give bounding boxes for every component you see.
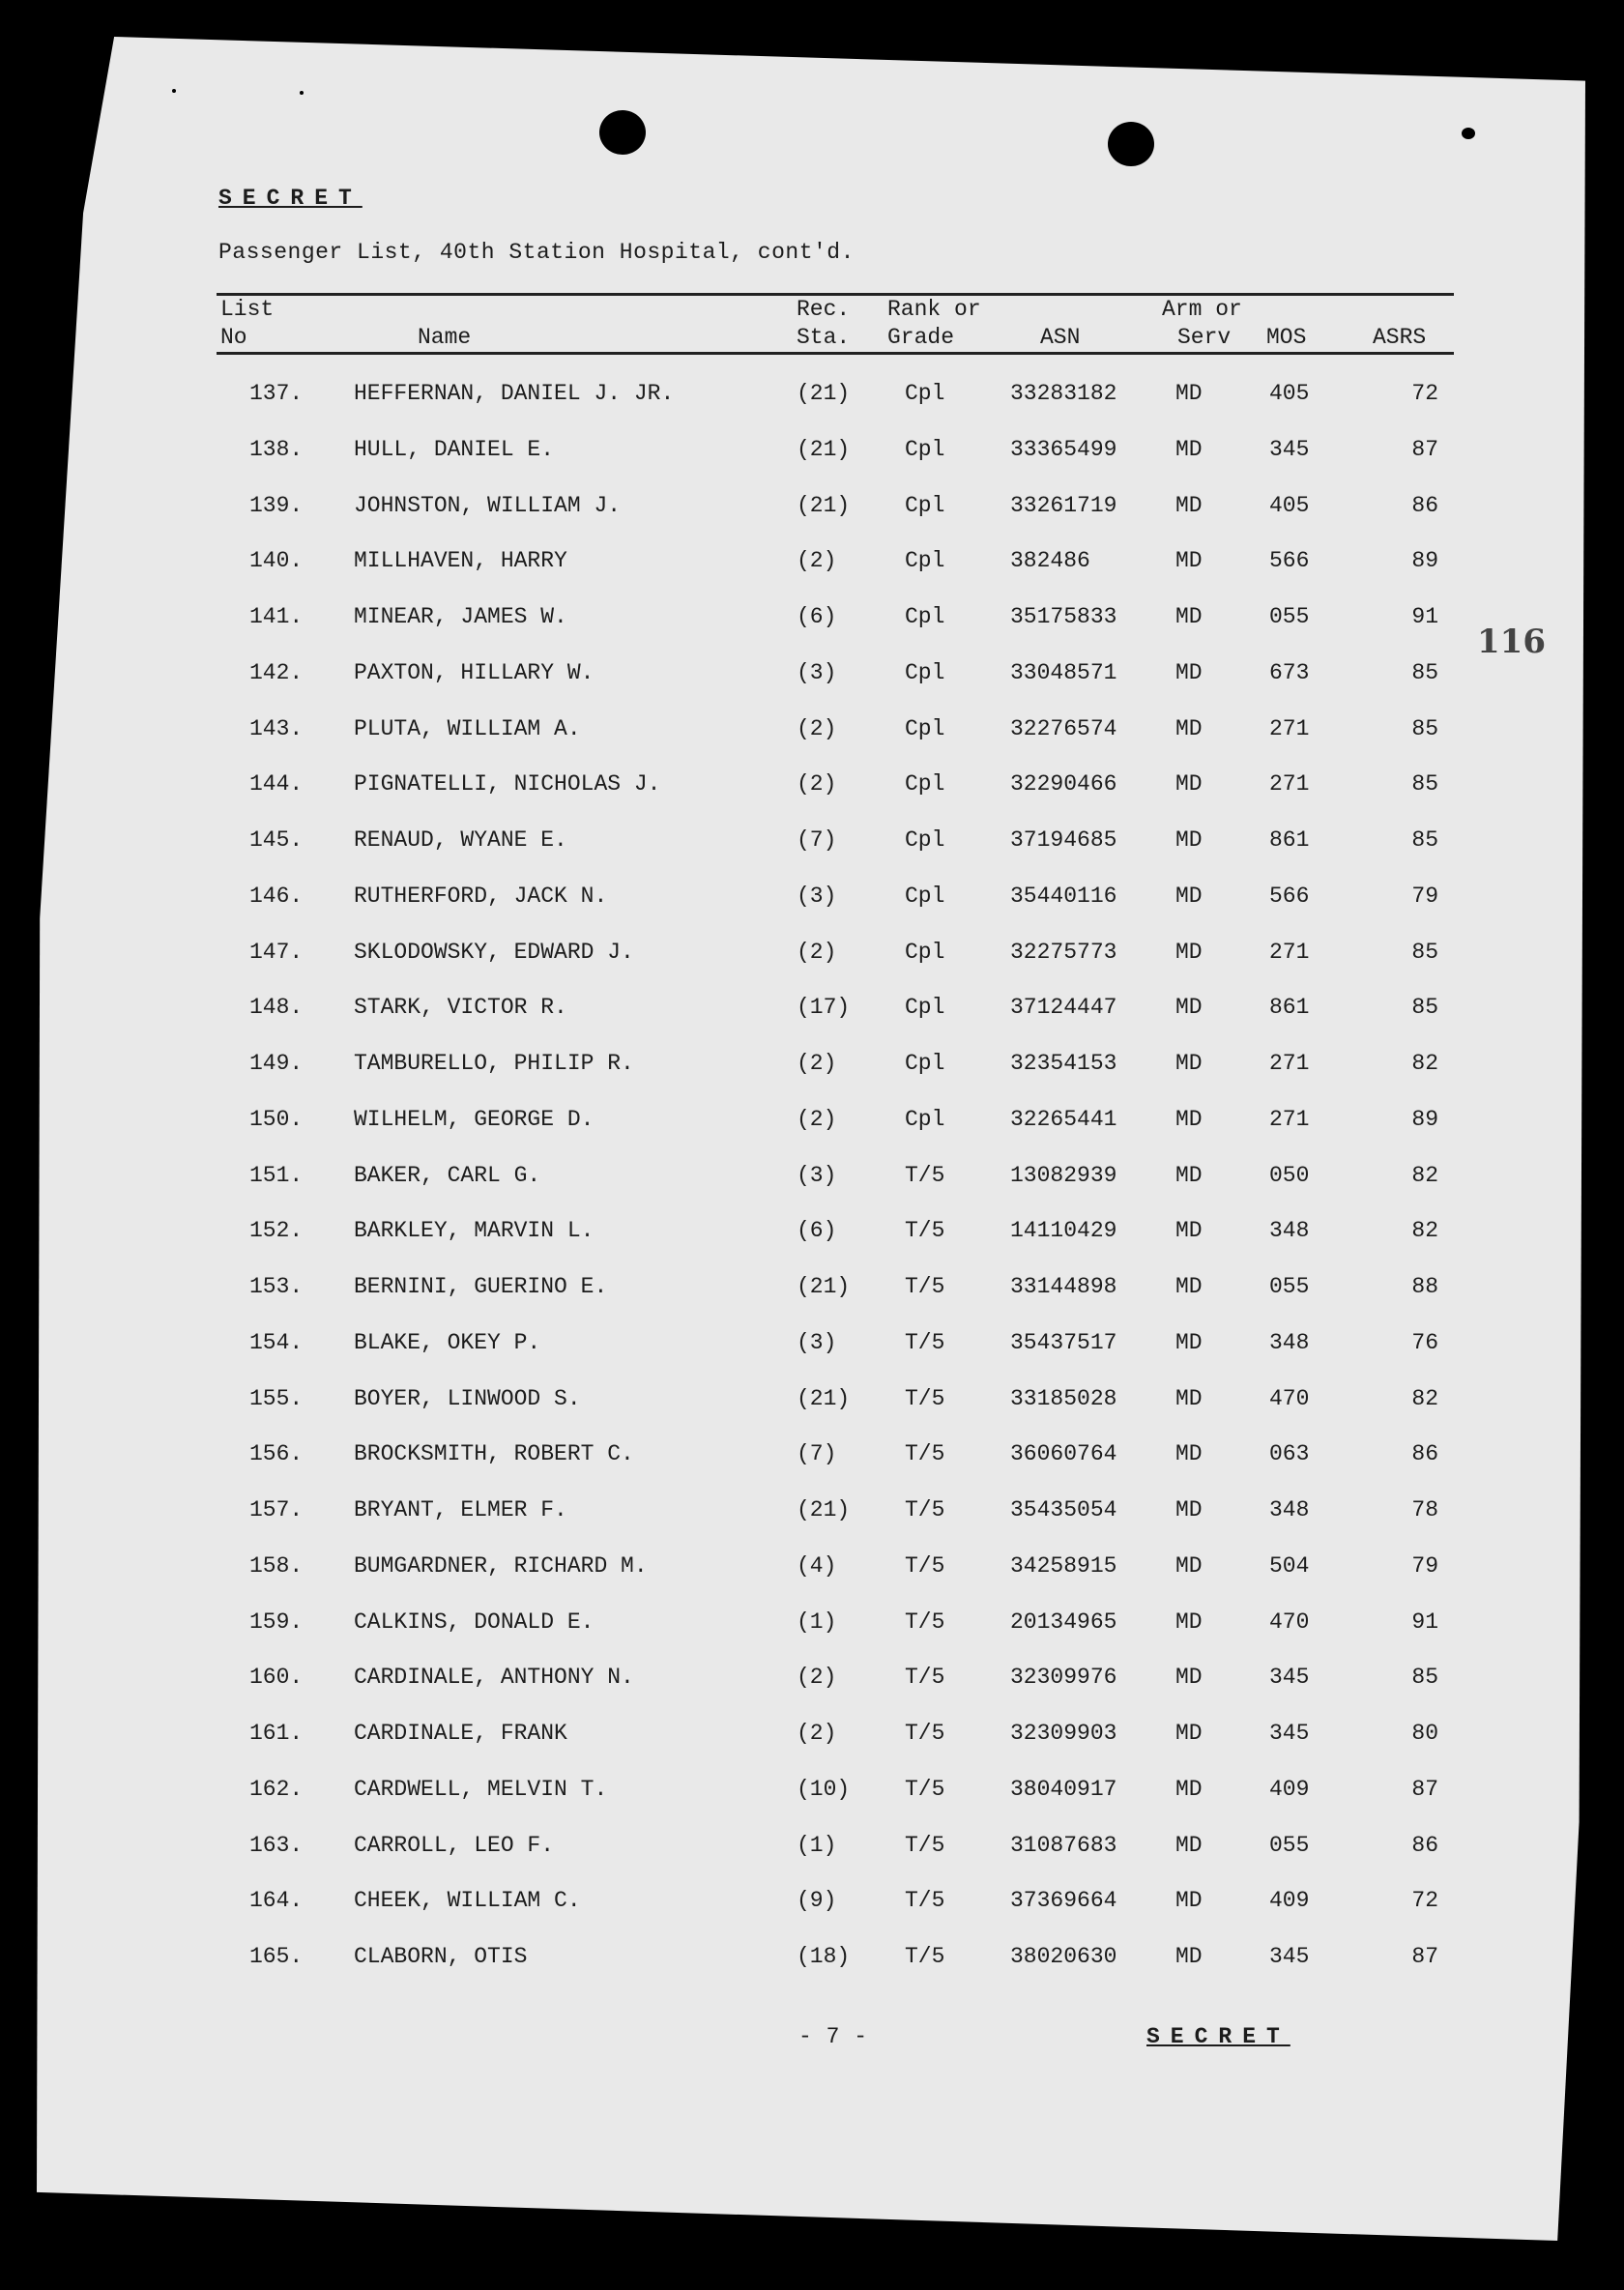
asrs-cell: 87	[1411, 1944, 1438, 1969]
asn-cell: 382486	[1010, 548, 1090, 573]
mos-cell: 409	[1269, 1777, 1310, 1802]
mos-cell: 861	[1269, 827, 1310, 853]
rec-sta-cell: (21)	[797, 381, 851, 406]
rec-sta-cell: (2)	[797, 1051, 837, 1076]
mos-cell: 345	[1269, 1721, 1310, 1746]
rec-sta-cell: (17)	[797, 995, 851, 1020]
asrs-cell: 85	[1411, 660, 1438, 685]
asn-cell: 36060764	[1010, 1441, 1117, 1466]
arm-cell: MD	[1175, 1721, 1203, 1746]
arm-cell: MD	[1175, 604, 1203, 629]
asn-cell: 33185028	[1010, 1386, 1117, 1411]
asn-cell: 38040917	[1010, 1777, 1117, 1802]
table-row	[0, 1888, 1624, 1917]
asrs-cell: 87	[1411, 1777, 1438, 1802]
rank-cell: Cpl	[905, 660, 945, 685]
list-no-cell: 156.	[249, 1441, 304, 1466]
name-cell: BERNINI, GUERINO E.	[354, 1274, 608, 1299]
table-row	[0, 493, 1624, 522]
rank-cell: T/5	[905, 1274, 945, 1299]
arm-cell: MD	[1175, 771, 1203, 797]
rec-sta-cell: (2)	[797, 771, 837, 797]
rec-sta-cell: (2)	[797, 1665, 837, 1690]
list-no-cell: 142.	[249, 660, 304, 685]
col-header-line: No	[220, 325, 247, 350]
asn-cell: 34258915	[1010, 1553, 1117, 1579]
rank-cell: Cpl	[905, 1051, 945, 1076]
asn-cell: 35437517	[1010, 1330, 1117, 1355]
name-cell: MINEAR, JAMES W.	[354, 604, 567, 629]
name-cell: WILHELM, GEORGE D.	[354, 1107, 594, 1132]
name-cell: CLABORN, OTIS	[354, 1944, 528, 1969]
list-no-cell: 160.	[249, 1665, 304, 1690]
margin-page-number: 116	[1477, 623, 1546, 661]
table-row	[0, 1441, 1624, 1470]
rec-sta-cell: (3)	[797, 884, 837, 909]
list-no-cell: 149.	[249, 1051, 304, 1076]
arm-cell: MD	[1175, 493, 1203, 518]
col-header-asrs: ASRS	[1373, 325, 1427, 350]
table-row	[0, 381, 1624, 410]
table-row	[0, 940, 1624, 969]
list-no-cell: 144.	[249, 771, 304, 797]
rank-cell: T/5	[905, 1386, 945, 1411]
rank-cell: T/5	[905, 1944, 945, 1969]
rec-sta-cell: (3)	[797, 660, 837, 685]
asn-cell: 13082939	[1010, 1163, 1117, 1188]
mos-cell: 348	[1269, 1497, 1310, 1522]
rank-cell: T/5	[905, 1218, 945, 1243]
table-row	[0, 660, 1624, 689]
rec-sta-cell: (3)	[797, 1163, 837, 1188]
rank-cell: T/5	[905, 1665, 945, 1690]
ink-speck	[300, 91, 304, 95]
list-no-cell: 138.	[249, 437, 304, 462]
asn-cell: 31087683	[1010, 1833, 1117, 1858]
name-cell: HEFFERNAN, DANIEL J. JR.	[354, 381, 675, 406]
name-cell: PIGNATELLI, NICHOLAS J.	[354, 771, 661, 797]
rec-sta-cell: (21)	[797, 493, 851, 518]
name-cell: BOYER, LINWOOD S.	[354, 1386, 581, 1411]
punch-hole	[599, 110, 646, 155]
asrs-cell: 85	[1411, 827, 1438, 853]
rec-sta-cell: (1)	[797, 1609, 837, 1635]
mos-cell: 566	[1269, 548, 1310, 573]
asrs-cell: 82	[1411, 1051, 1438, 1076]
mos-cell: 345	[1269, 1944, 1310, 1969]
rec-sta-cell: (4)	[797, 1553, 837, 1579]
mos-cell: 055	[1269, 1274, 1310, 1299]
name-cell: MILLHAVEN, HARRY	[354, 548, 567, 573]
name-cell: RENAUD, WYANE E.	[354, 827, 567, 853]
asrs-cell: 76	[1411, 1330, 1438, 1355]
asrs-cell: 78	[1411, 1497, 1438, 1522]
mos-cell: 055	[1269, 1833, 1310, 1858]
name-cell: BLAKE, OKEY P.	[354, 1330, 541, 1355]
header-rule-bottom	[217, 352, 1454, 355]
list-no-cell: 155.	[249, 1386, 304, 1411]
list-no-cell: 157.	[249, 1497, 304, 1522]
mos-cell: 348	[1269, 1330, 1310, 1355]
rank-cell: Cpl	[905, 940, 945, 965]
arm-cell: MD	[1175, 827, 1203, 853]
list-no-cell: 164.	[249, 1888, 304, 1913]
arm-cell: MD	[1175, 660, 1203, 685]
mos-cell: 409	[1269, 1888, 1310, 1913]
table-row	[0, 1721, 1624, 1750]
name-cell: PAXTON, HILLARY W.	[354, 660, 594, 685]
table-row	[0, 437, 1624, 466]
list-no-cell: 146.	[249, 884, 304, 909]
table-row	[0, 995, 1624, 1024]
list-no-cell: 139.	[249, 493, 304, 518]
name-cell: BARKLEY, MARVIN L.	[354, 1218, 594, 1243]
name-cell: STARK, VICTOR R.	[354, 995, 567, 1020]
col-header-line: Sta.	[797, 325, 851, 350]
mos-cell: 063	[1269, 1441, 1310, 1466]
rec-sta-cell: (21)	[797, 437, 851, 462]
name-cell: RUTHERFORD, JACK N.	[354, 884, 608, 909]
name-cell: TAMBURELLO, PHILIP R.	[354, 1051, 634, 1076]
table-row	[0, 827, 1624, 856]
asn-cell: 33261719	[1010, 493, 1117, 518]
list-no-cell: 163.	[249, 1833, 304, 1858]
arm-cell: MD	[1175, 1218, 1203, 1243]
secret-header: SECRET	[218, 186, 362, 211]
name-cell: CARDINALE, FRANK	[354, 1721, 567, 1746]
arm-cell: MD	[1175, 1274, 1203, 1299]
asn-cell: 37124447	[1010, 995, 1117, 1020]
name-cell: BRYANT, ELMER F.	[354, 1497, 567, 1522]
rank-cell: Cpl	[905, 604, 945, 629]
mos-cell: 271	[1269, 940, 1310, 965]
table-row	[0, 548, 1624, 577]
rank-cell: Cpl	[905, 716, 945, 741]
mos-cell: 405	[1269, 493, 1310, 518]
arm-cell: MD	[1175, 1833, 1203, 1858]
table-row	[0, 1107, 1624, 1136]
asn-cell: 14110429	[1010, 1218, 1117, 1243]
arm-cell: MD	[1175, 1497, 1203, 1522]
table-row	[0, 604, 1624, 633]
asrs-cell: 72	[1411, 381, 1438, 406]
arm-cell: MD	[1175, 1609, 1203, 1635]
arm-cell: MD	[1175, 1330, 1203, 1355]
rec-sta-cell: (18)	[797, 1944, 851, 1969]
rec-sta-cell: (10)	[797, 1777, 851, 1802]
asn-cell: 35435054	[1010, 1497, 1117, 1522]
rank-cell: Cpl	[905, 493, 945, 518]
asn-cell: 32309976	[1010, 1665, 1117, 1690]
list-no-cell: 147.	[249, 940, 304, 965]
arm-cell: MD	[1175, 940, 1203, 965]
arm-cell: MD	[1175, 1553, 1203, 1579]
arm-cell: MD	[1175, 1051, 1203, 1076]
asrs-cell: 82	[1411, 1163, 1438, 1188]
rank-cell: Cpl	[905, 437, 945, 462]
mos-cell: 861	[1269, 995, 1310, 1020]
asrs-cell: 79	[1411, 1553, 1438, 1579]
list-no-cell: 159.	[249, 1609, 304, 1635]
page-title: Passenger List, 40th Station Hospital, cont'd.	[218, 240, 855, 265]
arm-cell: MD	[1175, 1386, 1203, 1411]
table-row	[0, 1609, 1624, 1638]
rec-sta-cell: (21)	[797, 1386, 851, 1411]
col-header-name: Name	[418, 325, 472, 350]
arm-cell: MD	[1175, 1107, 1203, 1132]
table-row	[0, 1944, 1624, 1973]
asn-cell: 37369664	[1010, 1888, 1117, 1913]
asrs-cell: 85	[1411, 771, 1438, 797]
ink-speck	[172, 89, 176, 93]
rank-cell: T/5	[905, 1163, 945, 1188]
name-cell: SKLODOWSKY, EDWARD J.	[354, 940, 634, 965]
name-cell: PLUTA, WILLIAM A.	[354, 716, 581, 741]
rec-sta-cell: (3)	[797, 1330, 837, 1355]
table-row	[0, 1386, 1624, 1415]
asrs-cell: 82	[1411, 1386, 1438, 1411]
col-header-rec-sta	[797, 296, 850, 352]
mos-cell: 348	[1269, 1218, 1310, 1243]
table-row	[0, 1218, 1624, 1247]
list-no-cell: 150.	[249, 1107, 304, 1132]
asn-cell: 33283182	[1010, 381, 1117, 406]
table-row	[0, 1833, 1624, 1862]
arm-cell: MD	[1175, 1163, 1203, 1188]
table-row	[0, 1330, 1624, 1359]
rec-sta-cell: (1)	[797, 1833, 837, 1858]
rec-sta-cell: (7)	[797, 827, 837, 853]
asrs-cell: 91	[1411, 604, 1438, 629]
name-cell: BAKER, CARL G.	[354, 1163, 541, 1188]
arm-cell: MD	[1175, 1441, 1203, 1466]
table-row	[0, 884, 1624, 913]
col-header-line: Rec.	[797, 297, 851, 322]
mos-cell: 271	[1269, 1107, 1310, 1132]
arm-cell: MD	[1175, 548, 1203, 573]
asn-cell: 32290466	[1010, 771, 1117, 797]
table-row	[0, 716, 1624, 745]
asn-cell: 35175833	[1010, 604, 1117, 629]
arm-cell: MD	[1175, 995, 1203, 1020]
table-row	[0, 1553, 1624, 1582]
rec-sta-cell: (2)	[797, 1721, 837, 1746]
asrs-cell: 85	[1411, 1665, 1438, 1690]
list-no-cell: 161.	[249, 1721, 304, 1746]
asrs-cell: 89	[1411, 548, 1438, 573]
col-header-line: Serv	[1177, 325, 1232, 350]
list-no-cell: 137.	[249, 381, 304, 406]
col-header-arm	[1162, 296, 1242, 352]
list-no-cell: 158.	[249, 1553, 304, 1579]
rec-sta-cell: (9)	[797, 1888, 837, 1913]
col-header-line: Rank or	[887, 297, 981, 322]
name-cell: CARDINALE, ANTHONY N.	[354, 1665, 634, 1690]
page-number: - 7 -	[798, 2024, 868, 2049]
asrs-cell: 72	[1411, 1888, 1438, 1913]
rank-cell: T/5	[905, 1833, 945, 1858]
rec-sta-cell: (7)	[797, 1441, 837, 1466]
arm-cell: MD	[1175, 716, 1203, 741]
col-header-list-no	[220, 296, 274, 352]
mos-cell: 055	[1269, 604, 1310, 629]
rec-sta-cell: (6)	[797, 1218, 837, 1243]
col-header-mos: MOS	[1266, 325, 1307, 350]
name-cell: CHEEK, WILLIAM C.	[354, 1888, 581, 1913]
asrs-cell: 86	[1411, 1833, 1438, 1858]
asn-cell: 38020630	[1010, 1944, 1117, 1969]
arm-cell: MD	[1175, 1777, 1203, 1802]
arm-cell: MD	[1175, 1944, 1203, 1969]
asrs-cell: 87	[1411, 437, 1438, 462]
secret-footer: SECRET	[1146, 2024, 1290, 2049]
mos-cell: 566	[1269, 884, 1310, 909]
ink-speck	[1462, 128, 1475, 139]
asrs-cell: 85	[1411, 995, 1438, 1020]
mos-cell: 470	[1269, 1609, 1310, 1635]
mos-cell: 271	[1269, 1051, 1310, 1076]
rank-cell: T/5	[905, 1441, 945, 1466]
list-no-cell: 140.	[249, 548, 304, 573]
rank-cell: T/5	[905, 1553, 945, 1579]
arm-cell: MD	[1175, 884, 1203, 909]
asrs-cell: 79	[1411, 884, 1438, 909]
mos-cell: 050	[1269, 1163, 1310, 1188]
asrs-cell: 86	[1411, 1441, 1438, 1466]
mos-cell: 271	[1269, 716, 1310, 741]
table-row	[0, 1163, 1624, 1192]
asrs-cell: 89	[1411, 1107, 1438, 1132]
rank-cell: Cpl	[905, 1107, 945, 1132]
mos-cell: 673	[1269, 660, 1310, 685]
rank-cell: Cpl	[905, 884, 945, 909]
rank-cell: T/5	[905, 1330, 945, 1355]
name-cell: BUMGARDNER, RICHARD M.	[354, 1553, 648, 1579]
rank-cell: Cpl	[905, 995, 945, 1020]
list-no-cell: 151.	[249, 1163, 304, 1188]
arm-cell: MD	[1175, 1888, 1203, 1913]
asrs-cell: 80	[1411, 1721, 1438, 1746]
rank-cell: Cpl	[905, 381, 945, 406]
table-row	[0, 1777, 1624, 1806]
rec-sta-cell: (2)	[797, 1107, 837, 1132]
col-header-line: List	[220, 297, 275, 322]
list-no-cell: 145.	[249, 827, 304, 853]
col-header-rank	[887, 296, 981, 352]
list-no-cell: 148.	[249, 995, 304, 1020]
list-no-cell: 143.	[249, 716, 304, 741]
table-row	[0, 1497, 1624, 1526]
asn-cell: 32276574	[1010, 716, 1117, 741]
asn-cell: 33365499	[1010, 437, 1117, 462]
table-row	[0, 1274, 1624, 1303]
rec-sta-cell: (21)	[797, 1497, 851, 1522]
rank-cell: T/5	[905, 1721, 945, 1746]
mos-cell: 504	[1269, 1553, 1310, 1579]
mos-cell: 345	[1269, 1665, 1310, 1690]
col-header-line: Arm or	[1162, 297, 1242, 322]
col-header-line: Grade	[887, 325, 955, 350]
rec-sta-cell: (2)	[797, 548, 837, 573]
asn-cell: 32354153	[1010, 1051, 1117, 1076]
asn-cell: 37194685	[1010, 827, 1117, 853]
arm-cell: MD	[1175, 381, 1203, 406]
list-no-cell: 153.	[249, 1274, 304, 1299]
asrs-cell: 86	[1411, 493, 1438, 518]
mos-cell: 470	[1269, 1386, 1310, 1411]
name-cell: CARROLL, LEO F.	[354, 1833, 555, 1858]
asrs-cell: 85	[1411, 940, 1438, 965]
rank-cell: Cpl	[905, 771, 945, 797]
rank-cell: T/5	[905, 1888, 945, 1913]
list-no-cell: 152.	[249, 1218, 304, 1243]
asrs-cell: 85	[1411, 716, 1438, 741]
list-no-cell: 154.	[249, 1330, 304, 1355]
table-row	[0, 1665, 1624, 1694]
name-cell: CALKINS, DONALD E.	[354, 1609, 594, 1635]
name-cell: JOHNSTON, WILLIAM J.	[354, 493, 622, 518]
list-no-cell: 165.	[249, 1944, 304, 1969]
rank-cell: T/5	[905, 1497, 945, 1522]
asn-cell: 33144898	[1010, 1274, 1117, 1299]
list-no-cell: 141.	[249, 604, 304, 629]
rank-cell: T/5	[905, 1777, 945, 1802]
asn-cell: 35440116	[1010, 884, 1117, 909]
name-cell: CARDWELL, MELVIN T.	[354, 1777, 608, 1802]
asn-cell: 33048571	[1010, 660, 1117, 685]
col-header-asn: ASN	[1040, 325, 1081, 350]
mos-cell: 271	[1269, 771, 1310, 797]
punch-hole	[1108, 122, 1154, 166]
rank-cell: Cpl	[905, 827, 945, 853]
rank-cell: T/5	[905, 1609, 945, 1635]
rec-sta-cell: (21)	[797, 1274, 851, 1299]
arm-cell: MD	[1175, 1665, 1203, 1690]
name-cell: BROCKSMITH, ROBERT C.	[354, 1441, 634, 1466]
mos-cell: 345	[1269, 437, 1310, 462]
asn-cell: 32275773	[1010, 940, 1117, 965]
asrs-cell: 88	[1411, 1274, 1438, 1299]
rank-cell: Cpl	[905, 548, 945, 573]
rec-sta-cell: (6)	[797, 604, 837, 629]
list-no-cell: 162.	[249, 1777, 304, 1802]
asn-cell: 32265441	[1010, 1107, 1117, 1132]
mos-cell: 405	[1269, 381, 1310, 406]
rec-sta-cell: (2)	[797, 716, 837, 741]
asn-cell: 20134965	[1010, 1609, 1117, 1635]
asrs-cell: 91	[1411, 1609, 1438, 1635]
asrs-cell: 82	[1411, 1218, 1438, 1243]
table-row	[0, 1051, 1624, 1080]
name-cell: HULL, DANIEL E.	[354, 437, 555, 462]
rec-sta-cell: (2)	[797, 940, 837, 965]
arm-cell: MD	[1175, 437, 1203, 462]
table-row	[0, 771, 1624, 800]
asn-cell: 32309903	[1010, 1721, 1117, 1746]
